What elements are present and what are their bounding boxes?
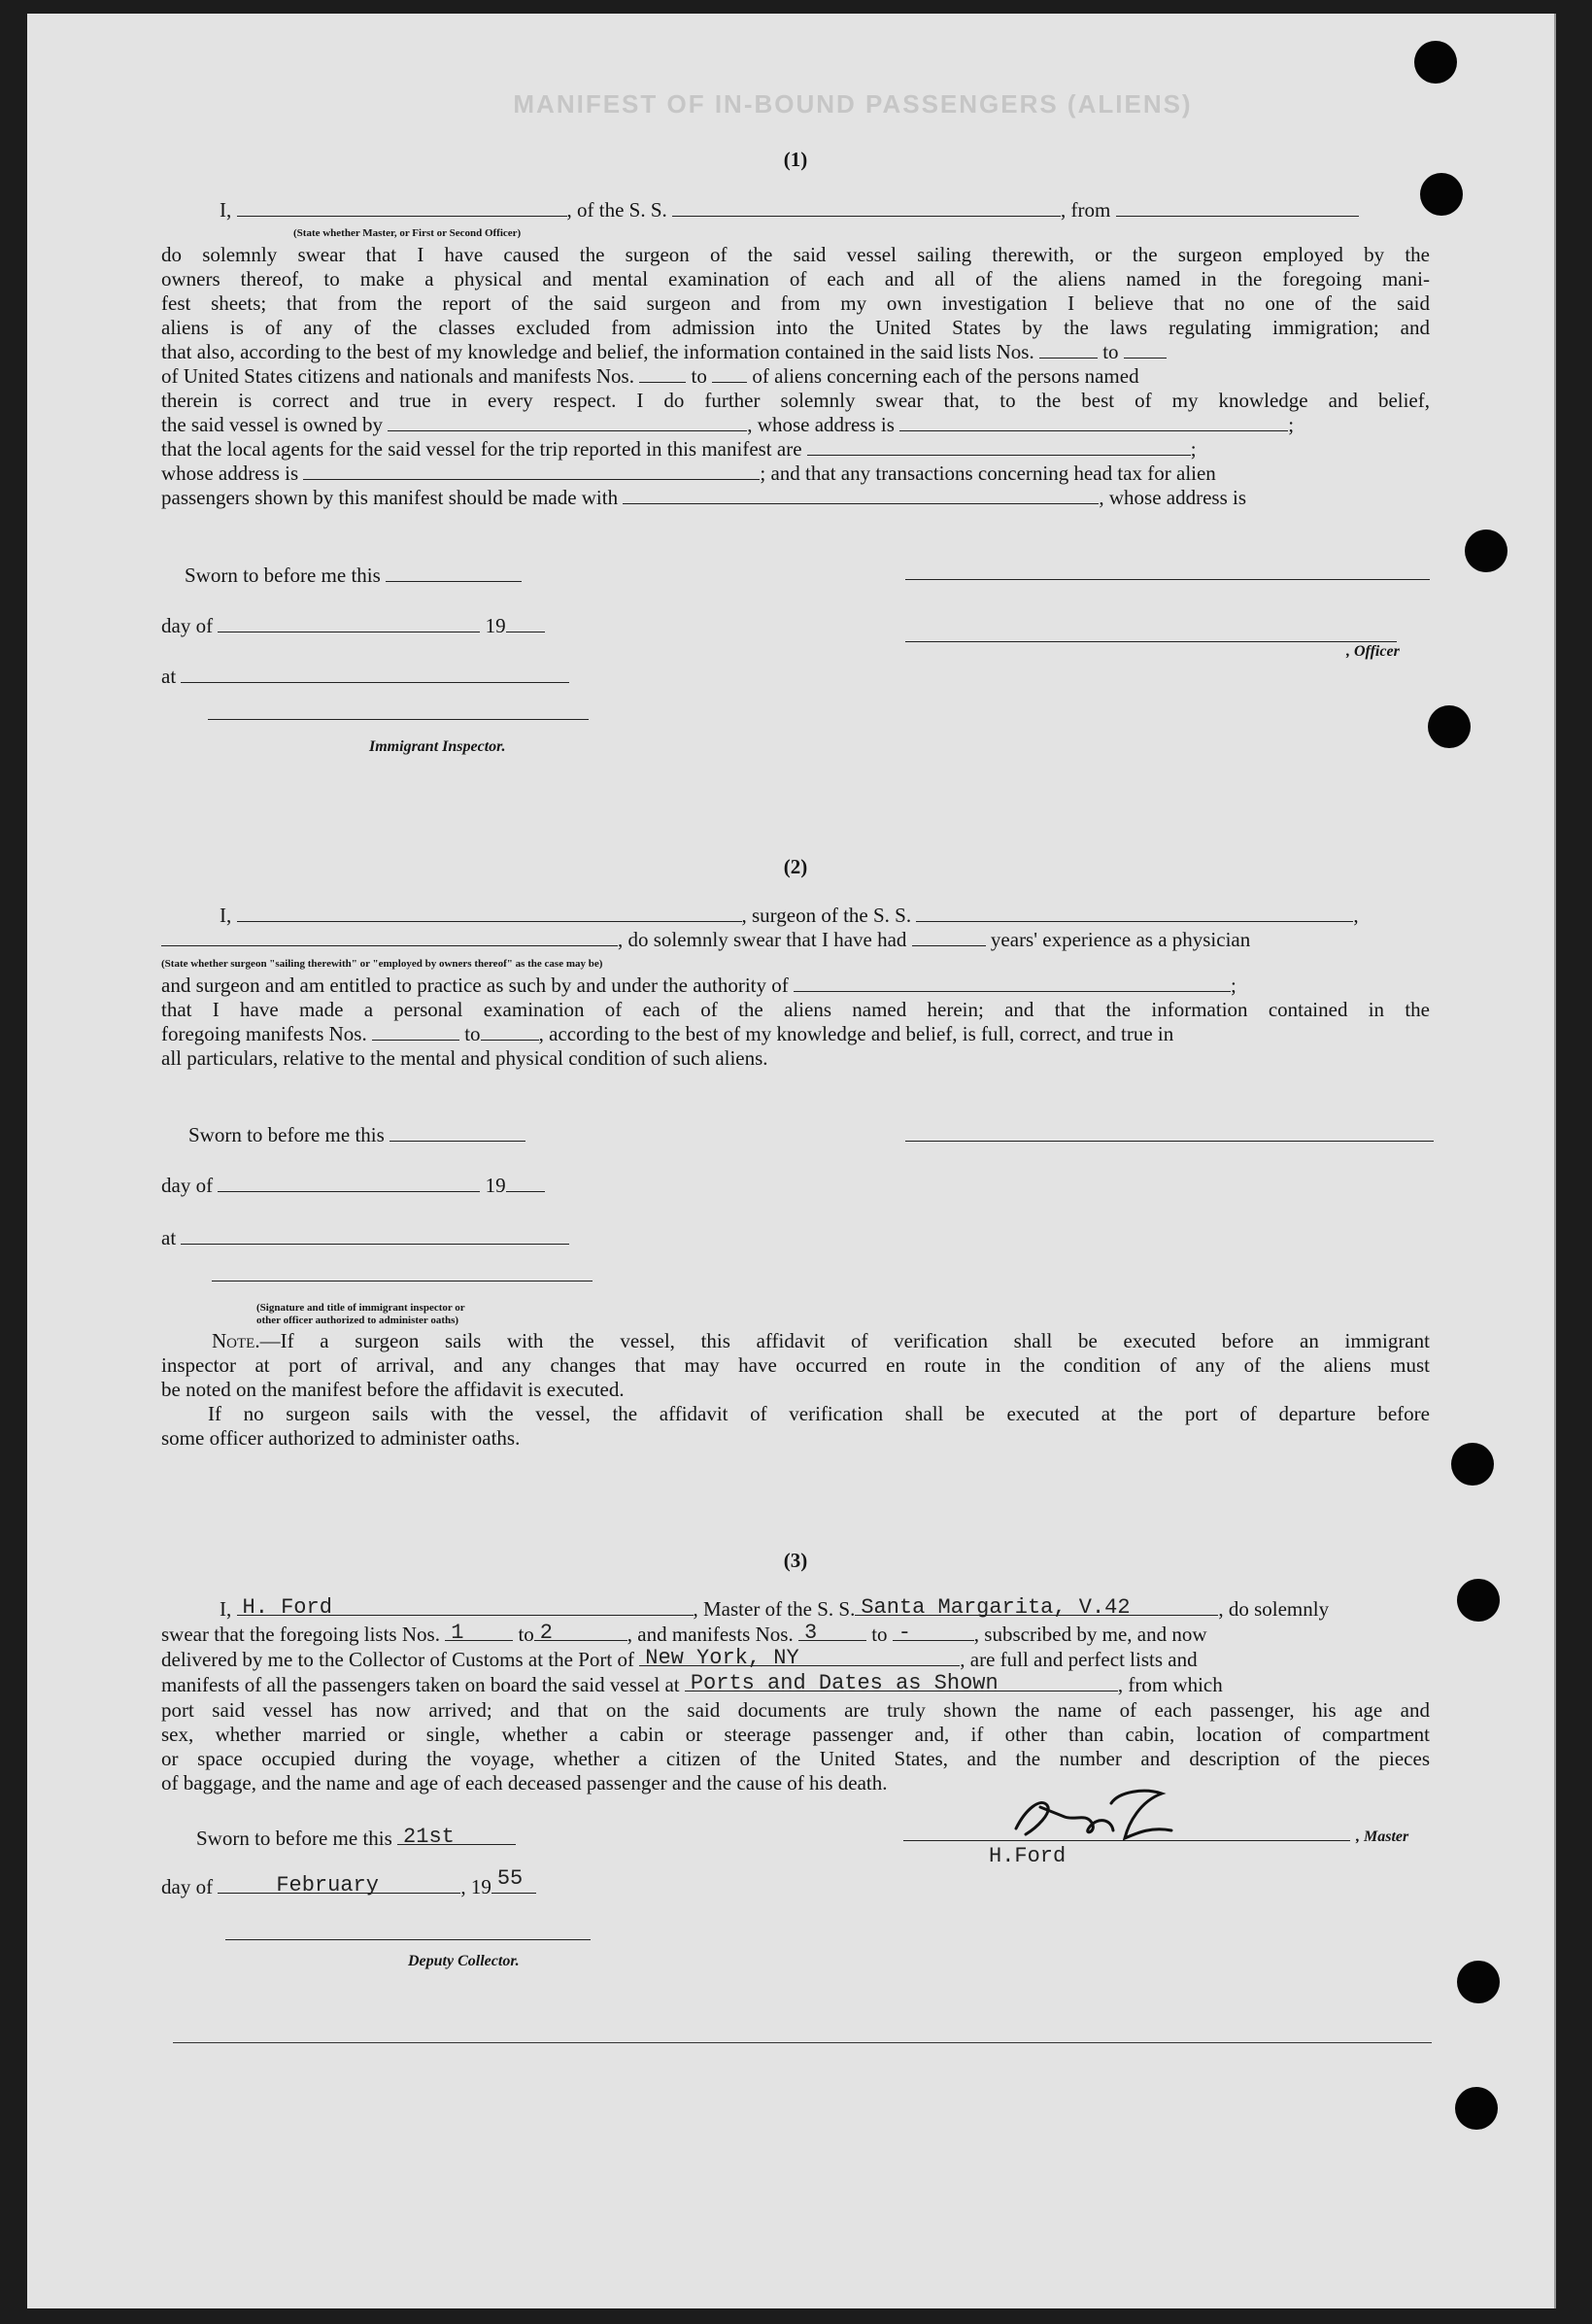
note-text: Note.—If a surgeon sails with the vessel, this affidavit of verification shall be executed before an immigrant: [212, 1329, 1430, 1352]
master-label: , Master: [1356, 1828, 1409, 1845]
manifests-from-blank[interactable]: [639, 364, 686, 383]
master-typed-name: H.Ford: [989, 1844, 1067, 1868]
caption-master: (State whether Master, or First or Second Officer): [293, 227, 522, 239]
head-tax-party-blank[interactable]: [623, 486, 1099, 504]
punch-hole: [1451, 1443, 1494, 1486]
owner-address-blank[interactable]: [899, 413, 1288, 431]
manifest-to-field[interactable]: -: [893, 1623, 974, 1641]
collector-signature-line[interactable]: [225, 1939, 591, 1940]
master-signature-image: [997, 1780, 1191, 1848]
punch-hole: [1457, 1961, 1500, 2003]
s2-manifests-from-blank[interactable]: [372, 1022, 459, 1041]
manifests-to-blank[interactable]: [712, 364, 747, 383]
s2-manifests-to-blank[interactable]: [481, 1022, 539, 1041]
officer-signature-line[interactable]: [905, 579, 1430, 580]
bleed-through-form-title: MANIFEST OF IN-BOUND PASSENGERS (ALIENS): [513, 89, 1193, 119]
master-name-field[interactable]: H. Ford: [237, 1597, 694, 1616]
caption-surgeon: (State whether surgeon "sailing therewith" or "employed by owners thereof" as the case may be): [161, 958, 603, 970]
day-of-blank-1[interactable]: [218, 614, 480, 632]
punch-hole: [1428, 705, 1471, 748]
authority-blank[interactable]: [794, 974, 1231, 992]
month-field[interactable]: February: [218, 1875, 460, 1894]
page-bottom-rule: [173, 2042, 1432, 2043]
year-blank-1[interactable]: [506, 614, 545, 632]
at-blank-1[interactable]: [181, 665, 569, 683]
agents-address-blank[interactable]: [303, 461, 760, 480]
section-2-number: (2): [783, 855, 808, 878]
section-1-line-1: I, , of the S. S. , from: [220, 198, 1430, 222]
lists-to-blank[interactable]: [1124, 340, 1167, 359]
lists-from-blank[interactable]: [1039, 340, 1098, 359]
vessel-name-field[interactable]: Santa Margarita, V.42: [855, 1597, 1218, 1616]
punch-hole: [1455, 2087, 1498, 2130]
inspector-label: Immigrant Inspector.: [369, 738, 506, 755]
list-to-field[interactable]: 2: [534, 1623, 627, 1641]
collector-label: Deputy Collector.: [408, 1953, 520, 1969]
years-blank[interactable]: [912, 928, 986, 946]
year-blank-2[interactable]: [506, 1174, 545, 1192]
local-agents-blank[interactable]: [807, 437, 1191, 456]
master-signature-line[interactable]: [903, 1840, 1350, 1841]
signature-stroke: [1016, 1791, 1171, 1838]
at-blank-2[interactable]: [181, 1226, 569, 1245]
sworn-day-blank-1[interactable]: [386, 564, 522, 582]
surgeon-signature-line[interactable]: [905, 1141, 1434, 1142]
inspector-signature-line[interactable]: [208, 719, 589, 720]
surgeon-name-blank[interactable]: [237, 904, 742, 922]
list-from-field[interactable]: 1: [445, 1623, 513, 1641]
officer-label: , Officer: [1346, 643, 1400, 660]
year-field[interactable]: 55: [491, 1875, 536, 1894]
section-1-number: (1): [783, 148, 808, 171]
sworn-day-blank-2[interactable]: [390, 1123, 525, 1142]
sworn-day-field[interactable]: 21st: [397, 1827, 516, 1845]
day-of-blank-2[interactable]: [218, 1174, 480, 1192]
section-1-text: do solemnly swear that I have caused the surgeon of the said vessel sailing therewith, or the surgeon employed by the: [161, 243, 1430, 266]
port-of-arrival-field[interactable]: New York, NY: [639, 1648, 960, 1666]
punch-hole: [1457, 1579, 1500, 1622]
section-3-number: (3): [783, 1549, 808, 1572]
punch-hole: [1414, 41, 1457, 84]
manifest-from-field[interactable]: 3: [798, 1623, 866, 1641]
punch-hole: [1465, 530, 1507, 572]
surgeon-vessel-blank[interactable]: [916, 904, 1353, 922]
vessel-blank[interactable]: [672, 198, 1061, 217]
administering-officer-line[interactable]: [212, 1281, 593, 1282]
master-title-blank[interactable]: [237, 198, 567, 217]
ports-of-departure-field[interactable]: Ports and Dates as Shown: [685, 1673, 1118, 1692]
owner-blank[interactable]: [388, 413, 747, 431]
from-port-blank[interactable]: [1116, 198, 1359, 217]
section-1-sworn: Sworn to before me this: [185, 564, 1430, 588]
surgeon-status-blank[interactable]: [161, 928, 618, 946]
